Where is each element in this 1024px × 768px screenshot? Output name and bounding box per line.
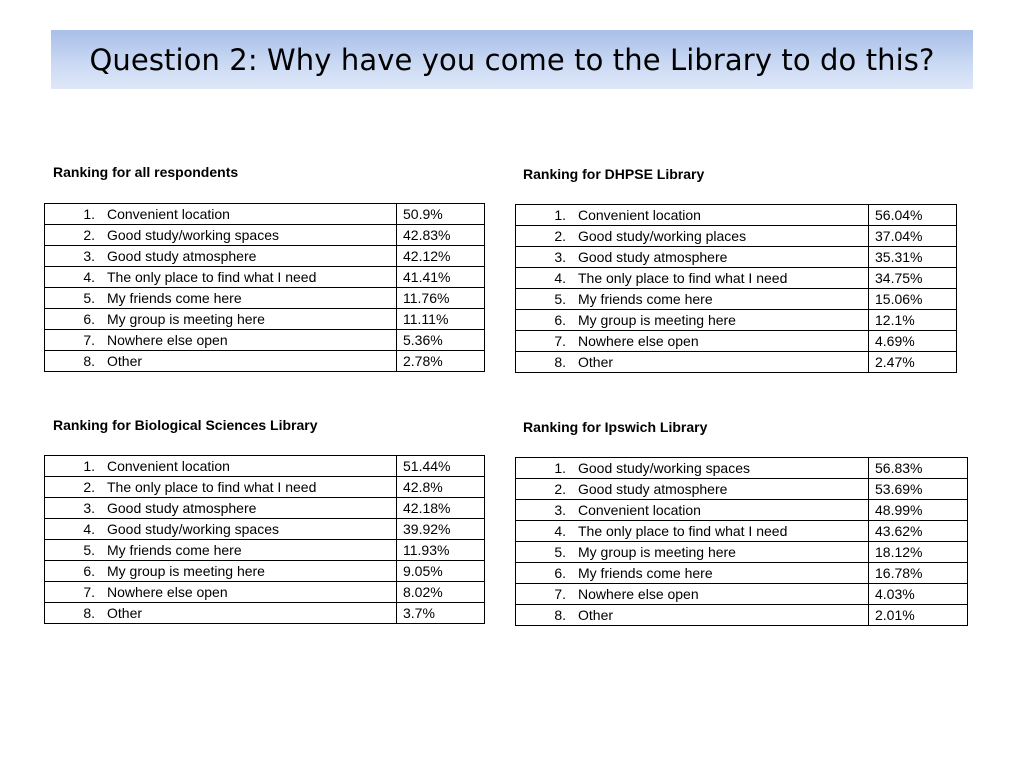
percentage-value: 42.12% xyxy=(397,246,485,267)
reason-label: Nowhere else open xyxy=(107,332,228,348)
rank-number: 7. xyxy=(83,332,95,348)
table-row xyxy=(45,561,485,582)
reason-label: Nowhere else open xyxy=(578,333,699,349)
rank-number: 2. xyxy=(554,228,566,244)
rank-number: 1. xyxy=(83,206,95,222)
table-row xyxy=(516,352,957,373)
percentage-value: 42.8% xyxy=(397,477,485,498)
percentage-value: 3.7% xyxy=(397,603,485,624)
percentage-value: 41.41% xyxy=(397,267,485,288)
reason-label: My group is meeting here xyxy=(578,312,736,328)
reason-label: My friends come here xyxy=(578,291,713,307)
reason-label: My group is meeting here xyxy=(578,544,736,560)
reason-label: Convenient location xyxy=(578,502,701,518)
row-label-cell xyxy=(516,521,869,542)
reason-label: My group is meeting here xyxy=(107,311,265,327)
percentage-value: 2.01% xyxy=(869,605,968,626)
percentage-value: 42.18% xyxy=(397,498,485,519)
table-row xyxy=(516,479,968,500)
ranking-table-ipswich xyxy=(515,457,968,626)
rank-number: 1. xyxy=(554,207,566,223)
table-row xyxy=(45,225,485,246)
rank-number: 8. xyxy=(83,353,95,369)
table-row xyxy=(516,500,968,521)
row-label-cell xyxy=(516,268,869,289)
percentage-value: 11.93% xyxy=(397,540,485,561)
reason-label: Good study atmosphere xyxy=(107,248,257,264)
rank-number: 8. xyxy=(83,605,95,621)
percentage-value: 51.44% xyxy=(397,456,485,477)
table-row xyxy=(45,267,485,288)
reason-label: Good study/working spaces xyxy=(578,460,750,476)
rank-number: 4. xyxy=(83,269,95,285)
rank-number: 4. xyxy=(554,523,566,539)
table-row xyxy=(45,477,485,498)
rank-number: 2. xyxy=(83,479,95,495)
ranking-table-biological-sciences xyxy=(44,455,485,624)
percentage-value: 37.04% xyxy=(869,226,957,247)
rank-number: 4. xyxy=(83,521,95,537)
reason-label: Other xyxy=(107,605,143,621)
percentage-value: 53.69% xyxy=(869,479,968,500)
percentage-value: 16.78% xyxy=(869,563,968,584)
table-row xyxy=(45,351,485,372)
row-label-cell xyxy=(516,458,869,479)
table-row xyxy=(45,456,485,477)
percentage-value: 2.47% xyxy=(869,352,957,373)
reason-label: Good study/working spaces xyxy=(107,521,279,537)
table-row xyxy=(516,584,968,605)
row-label-cell xyxy=(516,352,869,373)
rank-number: 6. xyxy=(554,565,566,581)
rank-number: 2. xyxy=(83,227,95,243)
rank-number: 7. xyxy=(83,584,95,600)
reason-label: The only place to find what I need xyxy=(578,523,788,539)
row-label-cell xyxy=(45,351,397,372)
percentage-value: 48.99% xyxy=(869,500,968,521)
percentage-value: 35.31% xyxy=(869,247,957,268)
percentage-value: 50.9% xyxy=(397,204,485,225)
percentage-value: 15.06% xyxy=(869,289,957,310)
row-label-cell xyxy=(516,226,869,247)
table-row xyxy=(516,605,968,626)
percentage-value: 4.69% xyxy=(869,331,957,352)
table-row xyxy=(516,521,968,542)
percentage-value: 42.83% xyxy=(397,225,485,246)
table-row xyxy=(45,246,485,267)
percentage-value: 5.36% xyxy=(397,330,485,351)
rank-number: 1. xyxy=(83,458,95,474)
page-title: Question 2: Why have you come to the Library to do this? xyxy=(89,42,935,77)
row-label-cell xyxy=(45,246,397,267)
table-row xyxy=(45,540,485,561)
row-label-cell xyxy=(516,205,869,226)
percentage-value: 56.04% xyxy=(869,205,957,226)
rank-number: 3. xyxy=(83,248,95,264)
percentage-value: 2.78% xyxy=(397,351,485,372)
rank-number: 7. xyxy=(554,333,566,349)
percentage-value: 39.92% xyxy=(397,519,485,540)
table-row xyxy=(45,204,485,225)
ranking-table-all-respondents xyxy=(44,203,485,372)
ranking-heading-dhpse: Ranking for DHPSE Library xyxy=(523,166,705,182)
ranking-heading-all-respondents: Ranking for all respondents xyxy=(53,164,239,180)
reason-label: Good study/working places xyxy=(578,228,747,244)
rank-number: 5. xyxy=(554,291,566,307)
row-label-cell xyxy=(516,500,869,521)
reason-label: Nowhere else open xyxy=(107,584,228,600)
reason-label: Other xyxy=(578,354,614,370)
rank-number: 4. xyxy=(554,270,566,286)
row-label-cell xyxy=(45,225,397,246)
rank-number: 8. xyxy=(554,354,566,370)
reason-label: The only place to find what I need xyxy=(578,270,788,286)
row-label-cell xyxy=(516,310,869,331)
reason-label: Convenient location xyxy=(578,207,701,223)
rank-number: 3. xyxy=(554,502,566,518)
title-bar xyxy=(51,30,973,89)
rank-number: 6. xyxy=(83,311,95,327)
reason-label: Good study/working spaces xyxy=(107,227,279,243)
percentage-value: 8.02% xyxy=(397,582,485,603)
percentage-value: 4.03% xyxy=(869,584,968,605)
table-row xyxy=(45,582,485,603)
rank-number: 5. xyxy=(554,544,566,560)
rank-number: 6. xyxy=(83,563,95,579)
row-label-cell xyxy=(516,542,869,563)
reason-label: Convenient location xyxy=(107,458,230,474)
row-label-cell xyxy=(45,540,397,561)
reason-label: Other xyxy=(578,607,614,623)
ranking-table-dhpse xyxy=(515,204,957,373)
rank-number: 5. xyxy=(83,542,95,558)
row-label-cell xyxy=(45,456,397,477)
percentage-value: 12.1% xyxy=(869,310,957,331)
reason-label: The only place to find what I need xyxy=(107,269,317,285)
row-label-cell xyxy=(516,479,869,500)
table-row xyxy=(516,310,957,331)
row-label-cell xyxy=(516,247,869,268)
row-label-cell xyxy=(516,289,869,310)
table-row xyxy=(516,542,968,563)
percentage-value: 18.12% xyxy=(869,542,968,563)
percentage-value: 56.83% xyxy=(869,458,968,479)
row-label-cell xyxy=(45,309,397,330)
row-label-cell xyxy=(45,561,397,582)
row-label-cell xyxy=(516,584,869,605)
rank-number: 8. xyxy=(554,607,566,623)
table-row xyxy=(516,226,957,247)
reason-label: My friends come here xyxy=(107,290,242,306)
reason-label: My friends come here xyxy=(578,565,713,581)
table-row xyxy=(45,603,485,624)
reason-label: Good study atmosphere xyxy=(107,500,257,516)
rank-number: 7. xyxy=(554,586,566,602)
percentage-value: 43.62% xyxy=(869,521,968,542)
row-label-cell xyxy=(45,519,397,540)
row-label-cell xyxy=(516,331,869,352)
row-label-cell xyxy=(45,477,397,498)
reason-label: Convenient location xyxy=(107,206,230,222)
reason-label: My friends come here xyxy=(107,542,242,558)
rank-number: 1. xyxy=(554,460,566,476)
ranking-heading-biological-sciences: Ranking for Biological Sciences Library xyxy=(53,417,318,433)
table-row xyxy=(516,205,957,226)
ranking-heading-ipswich: Ranking for Ipswich Library xyxy=(523,419,708,435)
row-label-cell xyxy=(45,498,397,519)
rank-number: 2. xyxy=(554,481,566,497)
row-label-cell xyxy=(45,603,397,624)
table-row xyxy=(45,330,485,351)
percentage-value: 9.05% xyxy=(397,561,485,582)
row-label-cell xyxy=(516,563,869,584)
table-row xyxy=(45,288,485,309)
table-row xyxy=(516,289,957,310)
rank-number: 3. xyxy=(83,500,95,516)
reason-label: The only place to find what I need xyxy=(107,479,317,495)
table-row xyxy=(516,331,957,352)
row-label-cell xyxy=(45,288,397,309)
table-row xyxy=(45,519,485,540)
table-row xyxy=(45,498,485,519)
row-label-cell xyxy=(45,330,397,351)
rank-number: 3. xyxy=(554,249,566,265)
percentage-value: 11.76% xyxy=(397,288,485,309)
row-label-cell xyxy=(45,267,397,288)
reason-label: My group is meeting here xyxy=(107,563,265,579)
rank-number: 6. xyxy=(554,312,566,328)
table-row xyxy=(45,309,485,330)
table-row xyxy=(516,268,957,289)
row-label-cell xyxy=(45,204,397,225)
reason-label: Good study atmosphere xyxy=(578,249,728,265)
reason-label: Other xyxy=(107,353,143,369)
rank-number: 5. xyxy=(83,290,95,306)
percentage-value: 11.11% xyxy=(397,309,485,330)
table-row xyxy=(516,247,957,268)
table-row xyxy=(516,458,968,479)
table-row xyxy=(516,563,968,584)
percentage-value: 34.75% xyxy=(869,268,957,289)
reason-label: Nowhere else open xyxy=(578,586,699,602)
row-label-cell xyxy=(45,582,397,603)
reason-label: Good study atmosphere xyxy=(578,481,728,497)
row-label-cell xyxy=(516,605,869,626)
